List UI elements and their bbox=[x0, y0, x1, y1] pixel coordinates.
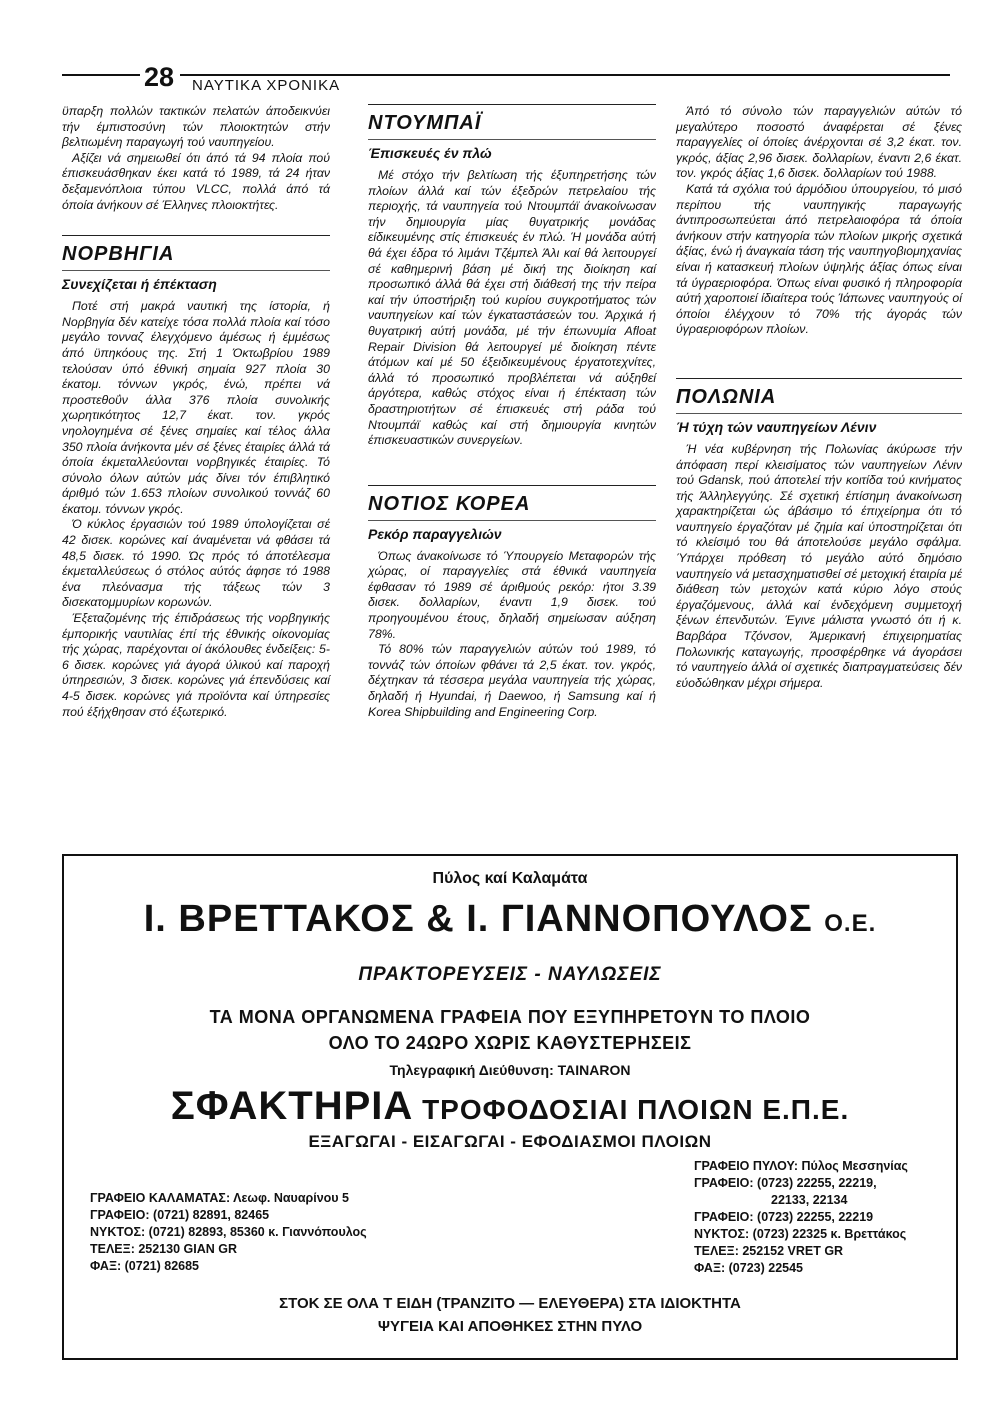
advertisement-box bbox=[62, 854, 958, 1360]
section-underline bbox=[676, 413, 962, 414]
ad-telegraph: Τηλεγραφική Διεύθυνση: TAINARON bbox=[389, 1062, 631, 1078]
section-underline bbox=[368, 520, 656, 521]
ad-agency-line: ΠΡΑΚΤΟΡΕΥΣΕΙΣ - ΝΑΥΛΩΣΕΙΣ bbox=[358, 964, 662, 985]
ad-footer bbox=[64, 1292, 956, 1338]
section-rule bbox=[368, 485, 656, 486]
column-3 bbox=[676, 104, 962, 691]
section-rule bbox=[676, 378, 962, 379]
ad-contact-line: ΤΕΛΕΞ: 252130 GIAN GR bbox=[90, 1242, 237, 1256]
ad-trade-line: ΕΞΑΓΩΓΑΙ - ΕΙΣΑΓΩΓΑΙ - ΕΦΟΔΙΑΣΜΟΙ ΠΛΟΙΩΝ bbox=[308, 1132, 712, 1151]
article-paragraph: Ή νέα κυβέρνηση τής Πολωνίας άκύρωσε τήν άπόφαση περί κλεισίματος τών ναυπηγείων Λένιν τού Gdansk, πού άποτελεί τήν κοιτίδα τού κινήματος τής Άλληλεγγύης. Σέ σχετική έπίσημη άνακοίνωση χαρακτηρίζεται ώς άβάσιμο τό έπιχείρημα ότι τό ναυπηγείο έργαζόταν μέ ζημία καί ύποστηρίζεται ότι τό κλείσιμό του θά άποτελούσε μεγάλο σφάλμα. Ύπάρχει πρόθεση τό μεγάλο αύτό δημόσιο ναυπηγείο νά μετασχηματισθεί σέ μετοχική έταιρία μέ διάθεση τών μετοχών κατά κύριο λόγο στούς έργαζόμενους, άλλά καί ένδεχόμενη συμμετοχή ξένων έπενδυτών. Έγινε μάλιστα γνωστό ότι ή κ. Βαρβάρα Τζόνσον, Άμερικανή έπιχειρηματίας Πολωνικής καταγωγής, προσφέρθηκε νά άγοράσει τό ναυπηγείο άλλά οί σχετικές διαπραγματεύσεις δέν εύοδώθηκαν μέχρι σήμερα. bbox=[676, 441, 962, 690]
article-paragraph: Όπως άνακοίνωσε τό Ύπουργείο Μεταφορών τής χώρας, οί παραγγελίες στά έθνικά ναυπηγεία έφθασαν τό 1989 σέ άριθμούς ρεκόρ: ήτοι 3.39 δισεκ. δολλαρίων, έναντι 1,9 δισεκ. τού προηγουμένου έτους, δηλαδή σημείωσαν αύξηση 78%. bbox=[368, 548, 656, 641]
ad-contact-line: ΓΡΑΦΕΙΟ: (0721) 82891, 82465 bbox=[90, 1208, 270, 1222]
article-paragraph: Ποτέ στή μακρά ναυτική της ίστορία, ή Νορβηγία δέν κατείχε τόσα πολλά πλοία καί τόσο μεγάλο τονναζ έλεγχόμενο άμέσως ή έμμέσως άπό ϋπηκόους της. Στή 1 Όκτωβρίου 1989 τελούσαν ύπό έθνική σημαία 927 πλοία 30 έκατομ. τόννων γκρός, ένώ, πρέπει νά προστεθοΰν άλλα 376 πλοία συνολικής χωρητικότητος 12,7 έκατ. τον. γκρός νηολογημένα σέ ξένες σημαίες καί τέλος άλλα 350 πλοία άνήκοντα μέν σέ ξένες έταιρίες άλλά τά όποία έκμεταλλεύονται νορβηγικές έταιρίες. Τό σύνολο όλων αύτών μάς δίνει τόν έπιβλητικό άριθμό τών 1.653 πλοίων συνολικού τοννάζ 60 έκατομ. τόννων γκρός. bbox=[62, 299, 330, 516]
section-subtitle: Συνεχίζεται ή έπέκταση bbox=[62, 276, 217, 293]
article-paragraph: Έξεταζομένης τής έπιδράσεως τής νορβηγικής έμπορικής ναυτιλίας έπί τής έθνικής οίκονομίας τής χώρας, παρέχονται οί άκόλουθες ένδείξεις: 5-6 δισεκ. κορώνες γιά άγορά ύλικού καί παροχή ύπηρεσιών, 3 δισεκ. κορώνες γιά έπενδύσεις καί 4-5 δισεκ. κορώνες γιά προϊόντα καί ύπηρεσίες πού έξήχθησαν στό έξωτερικό. bbox=[62, 611, 330, 719]
ad-company-main: Ι. ΒΡΕΤΤΑΚΟΣ & Ι. ΓΙΑΝΝΟΠΟΥΛΟΣ bbox=[143, 898, 813, 940]
column-1 bbox=[62, 104, 330, 720]
section-title-norway: ΝΟΡΒΗΓΙΑ bbox=[62, 243, 175, 266]
section-subtitle: Έπισκευές έν πλώ bbox=[368, 145, 492, 161]
article-paragraph: Αξίζει νά σημειωθεί ότι άπό τά 94 πλοία πού έπισκευάσθηκαν έκει κατά τό 1989, τά 24 ήταν δεξαμενόπλοια τύπου VLCC, πολλά άπό τά όποία άνήκουν σέ Έλληνες πλοιοκτήτες. bbox=[62, 150, 330, 212]
page-number: 28 bbox=[140, 62, 180, 92]
ad-contact-line: ΝΥΚΤΟΣ: (0723) 22325 κ. Βρεττάκος bbox=[694, 1227, 907, 1241]
ad-footer-line: ΣΤΟΚ ΣΕ ΟΛΑ Τ ΕΙΔΗ (ΤΡΑΝΖΙΤΟ — ΕΛΕΥΘΕΡΑ) ΣΤΑ ΙΔΙΟΚΤΗΤΑ bbox=[279, 1295, 741, 1312]
ad-company-name bbox=[64, 896, 956, 947]
ad-kalamata-office bbox=[90, 1190, 367, 1275]
ad-contact-line: ΦΑΞ: (0721) 82685 bbox=[90, 1259, 199, 1273]
section-rule bbox=[62, 235, 330, 236]
ad-slogan-line: ΤΑ ΜΟΝΑ ΟΡΓΑΝΩΜΕΝΑ ΓΡΑΦΕΙΑ ΠΟΥ ΕΞΥΠΗΡΕΤΟΥΝ ΤΟ ΠΛΟΙΟ bbox=[209, 1007, 811, 1027]
ad-contact-line: ΓΡΑΦΕΙΟ: (0723) 22255, 22219, bbox=[694, 1176, 877, 1190]
ad-slogan bbox=[64, 1004, 956, 1056]
ad-contact-line: 22133, 22134 bbox=[771, 1193, 848, 1207]
section-subtitle: Ή τύχη τών ναυπηγείων Λένιν bbox=[676, 418, 877, 435]
ad-contact-line: ΓΡΑΦΕΙΟ: (0723) 22255, 22219 bbox=[694, 1210, 874, 1224]
article-paragraph: Άπό τό σύνολο τών παραγγελιών αύτών τό μεγαλύτερο ποσοστό άναφέρεται σέ ξένες παραγγελίες οί όποίες άνέρχονται σέ 3,2 έκατ. τον. γκρός, άξίας 2,96 δισεκ. δολλαρίων, έναντι 2,6 έκατ. τον. γκρός άξίας 1,6 δισεκ. δολλαρίων τού 1988. bbox=[676, 104, 962, 181]
ad-contact-line: ΓΡΑΦΕΙΟ ΠΥΛΟΥ: Πύλος Μεσσηνίας bbox=[694, 1159, 908, 1173]
section-subtitle: Ρεκόρ παραγγελιών bbox=[368, 525, 502, 542]
article-paragraph: Κατά τά σχόλια τού άρμόδιου ύπουργείου, τό μισό περίπου τής ναυπηγικής παραγωγής άντιπροσωπεύεται άπό πετρελαιοφόρα τά όποία άνήκουν στήν κατηγορία τών πλοίων μικρής σχετικά άξίας, ένώ ή άναγκαία τάση τής ναυπηγοβιομηχανίας είναι ή κατασκευή πλοίων ύψηλής άξίας όπως είναι τά ύγραεριοφόρα. Όπως είναι φυσικό ή πληροφορία αύτή χαροποιεί ίδιαίτερα τούς Ίάπωνες ναυπηγούς οί όποίοι έλέγχουν τό 70% τής άγοράς τών ύγραεριοφόρων πλοίων. bbox=[676, 181, 962, 337]
ad-contact-line: ΦΑΞ: (0723) 22545 bbox=[694, 1261, 803, 1275]
ad-contact-line: ΓΡΑΦΕΙΟ ΚΑΛΑΜΑΤΑΣ: Λεωφ. Ναυαρίνου 5 bbox=[90, 1191, 349, 1205]
section-rule bbox=[368, 104, 656, 105]
section-title-dubai: ΝΤΟΥΜΠΑΪ bbox=[368, 112, 482, 134]
ad-contact-line: ΝΥΚΤΟΣ: (0721) 82893, 85360 κ. Γιαννόπουλος bbox=[90, 1225, 367, 1239]
ad-sfakt-name: ΣΦΑΚΤΗΡΙΑ bbox=[170, 1084, 414, 1128]
section-underline bbox=[368, 139, 656, 140]
article-paragraph: Ό κύκλος έργασιών τού 1989 ύπολογίζεται σέ 42 δισεκ. κορώνες καί άναμένεται νά φθάσει τά 48,5 δισεκ. τό 1990. Ώς πρός τό άποτέλεσμα έκμεταλλεύσεως ό στόλος αύτός άφησε τό 1988 ένα πλεόνασμα τής τάξεως τών 3 δισεκατομμυρίων κορωνών. bbox=[62, 517, 330, 610]
ad-footer-line: ΨΥΓΕΙΑ ΚΑΙ ΑΠΟΘΗΚΕΣ ΣΤΗΝ ΠΥΛΟ bbox=[377, 1318, 643, 1335]
running-title: ΝΑΥΤΙΚΑ ΧΡΟΝΙΚΑ bbox=[190, 76, 348, 96]
column-2 bbox=[368, 104, 656, 720]
article-paragraph: Τό 80% τών παραγγελιών αύτών τού 1989, τό τοννάζ τών όποίων φθάνει τά 2,5 έκατ. τον. γκρός, δέχτηκαν τά τέσσερα μεγάλα ναυπηγεία τής χώρας, δηλαδή ή Hyundai, ή Daewoo, ή Samsung καί ή Korea Shipbuilding and Engineering Corp. bbox=[368, 642, 656, 719]
section-title-south-korea: ΝΟΤΙΟΣ ΚΟΡΕΑ bbox=[368, 492, 531, 515]
section-underline bbox=[62, 270, 330, 271]
ad-location: Πύλος καί Καλαμάτα bbox=[432, 870, 588, 887]
ad-slogan-line: ΟΛΟ ΤΟ 24ΩΡΟ ΧΩΡΙΣ ΚΑΘΥΣΤΕΡΗΣΕΙΣ bbox=[328, 1033, 692, 1053]
page-header bbox=[62, 62, 950, 98]
article-paragraph: ϋπαρξη πολλών τακτικών πελατών άποδεικνύει τήν έμπιστοσύνη τών πλοιοκτητών στήν βελτιωμένη παραγωγή τού ναυπηγείου. bbox=[62, 104, 330, 150]
article-paragraph: Μέ στόχο τήν βελτίωση τής έξυπηρετήσης τών πλοίων άλλά καί τών έξεδρών πετρελαίου τής περιοχής, τά ναυπηγεία τού Ντουμπάϊ άνακοίνωσαν τήν δημιουργία μίας θυγατρικής μονάδας είδικευμένης στίς έπισκευές έν πλώ. Ή μονάδα αύτή θά έχει έδρα τό λιμάνι Τζέμπελ Άλι καί θά λειτουργεί σέ καθημερινή βάση μέ δική της διοίκηση καί προσωπικό άλλά θά έχει στή διάθεσή της τήν πείρα καί τήν ύποστήριξη τού κυρίου συγκροτήματος τών ναυπηγείων καί τών έγκαταστάσεών του. Άρχικά ή θυγατρική αύτή μονάδα, μέ τήν έπωνυμία Afloat Repair Division θά λειτουργεί μέ διοίκηση πέντε άτόμων καί μέ 50 έξειδικευμένους έργατοτεχνίτες, άλλά τό προσωπικό προβλέπεται νά αύξηθεί άργότερα, καθώς στόχος είναι ή έπέκταση τών δραστηριοτήτων σέ έπισκευές στή ράδα τού Ντουμπάϊ καθώς καί στή δημιουργία κινητών έπισκευαστικών συνεργείων. bbox=[368, 168, 656, 448]
section-title-poland: ΠΟΛΩΝΙΑ bbox=[676, 385, 777, 408]
ad-contact-line: ΤΕΛΕΞ: 252152 VRET GR bbox=[694, 1244, 844, 1258]
ad-sfakt-rest: ΤΡΟΦΟΔΟΣΙΑΙ ΠΛΟΙΩΝ Ε.Π.Ε. bbox=[422, 1094, 850, 1125]
ad-company-suffix: Ο.Ε. bbox=[824, 910, 877, 937]
ad-pylos-office bbox=[694, 1158, 908, 1277]
ad-second-company bbox=[64, 1086, 956, 1130]
